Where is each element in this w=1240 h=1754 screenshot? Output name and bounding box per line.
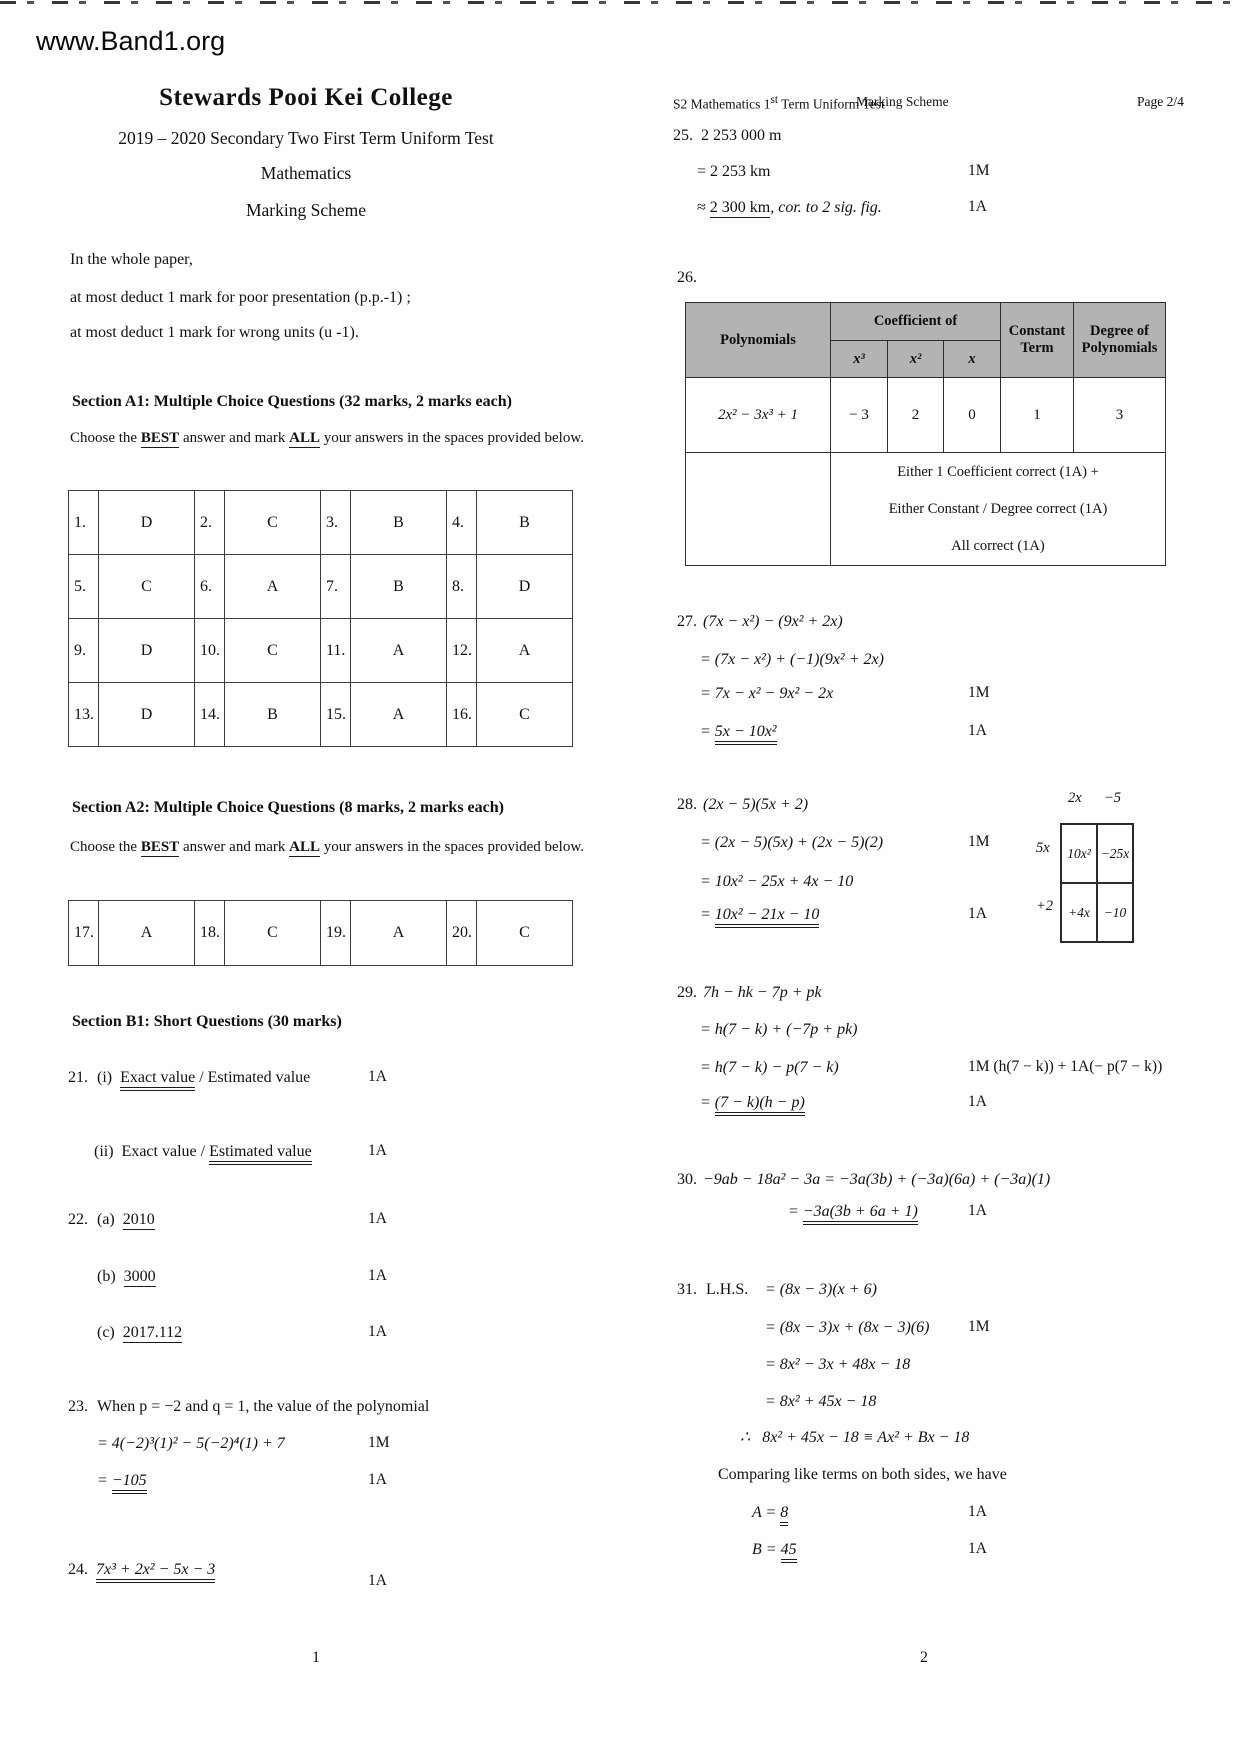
q21-part-i	[97, 1068, 310, 1087]
q22-part-c	[97, 1323, 182, 1342]
mc-cell-number: 16.	[447, 683, 477, 747]
q21-i-separator: /	[195, 1069, 208, 1086]
q30-line-2-mark: 1A	[968, 1202, 987, 1219]
instr-best: BEST	[140, 839, 180, 855]
mc-cell-answer: A	[99, 901, 195, 966]
q24-answer: 7x³ + 2x² − 5x − 3	[96, 1561, 215, 1583]
mc-cell-number: 4.	[447, 491, 477, 555]
q23-line-3-mark: 1A	[368, 1471, 387, 1488]
q28-line-3: = 10x² − 25x + 4x − 10	[700, 873, 854, 890]
mc-cell-number: 9.	[69, 619, 99, 683]
mc-cell-answer: C	[225, 491, 321, 555]
q22-a-mark: 1A	[368, 1210, 387, 1227]
q28-working-grid	[1060, 823, 1134, 943]
q31-line-5	[740, 1428, 969, 1447]
q26-constant-value: 1	[1001, 378, 1074, 453]
q21-i-alternative: Estimated value	[207, 1069, 311, 1086]
q22-b-value: 3000	[123, 1268, 156, 1285]
q30-label: 30.	[677, 1171, 697, 1188]
q29-label: 29.	[677, 984, 697, 1001]
q21-label: 21.	[68, 1069, 88, 1086]
q31-line-6: Comparing like terms on both sides, we have	[718, 1466, 1007, 1483]
q25-answer: 2 300 km	[709, 199, 771, 216]
q31-b-equals: B =	[752, 1541, 781, 1558]
mc-cell-number: 13.	[69, 683, 99, 747]
instr-best: BEST	[140, 430, 180, 446]
instr-pre: Choose the	[70, 430, 141, 446]
q22-c-label: (c)	[97, 1324, 115, 1341]
q28-line-4	[700, 905, 819, 924]
mc-cell-number: 15.	[321, 683, 351, 747]
instr-pre: Choose the	[70, 839, 141, 855]
mc-cell-answer: A	[225, 555, 321, 619]
q29-line-4	[700, 1093, 805, 1112]
q26-coeff-x: 0	[944, 378, 1001, 453]
mc-cell-answer: B	[351, 491, 447, 555]
mc-cell-number: 2.	[195, 491, 225, 555]
q31-label: 31.	[677, 1281, 697, 1298]
q23-label: 23.	[68, 1398, 88, 1415]
q26-label: 26.	[677, 269, 697, 286]
q31-line-2-mark: 1M	[968, 1318, 990, 1335]
mc-instruction-a2	[70, 838, 584, 856]
q22-c-value: 2017.112	[122, 1324, 183, 1341]
running-header-test-name	[673, 94, 885, 113]
section-a2-heading: Section A2: Multiple Choice Questions (8 marks, 2 marks each)	[72, 799, 504, 816]
mc-cell-number: 8.	[447, 555, 477, 619]
q21-ii-alternative: Exact value	[121, 1143, 197, 1160]
q25-line-2: = 2 253 km	[697, 163, 771, 180]
q31-line-3: = 8x² − 3x + 48x − 18	[765, 1356, 911, 1373]
mc-cell-answer: A	[477, 619, 573, 683]
instr-all: ALL	[289, 839, 320, 855]
scan-artifact-line	[0, 1, 1240, 4]
mc-cell-number: 18.	[195, 901, 225, 966]
q23-answer: −105	[112, 1472, 147, 1494]
instr-post: your answers in the spaces provided below.	[320, 839, 584, 855]
mc-cell-answer: B	[477, 491, 573, 555]
q22-label: 22.	[68, 1211, 88, 1228]
instr-post: your answers in the spaces provided below.	[320, 430, 584, 446]
q29-equals: =	[700, 1094, 715, 1111]
q26-header-coefficient-of: Coefficient of	[831, 303, 1001, 341]
instr-mid: answer and mark	[179, 839, 290, 855]
q31-line-8-mark: 1A	[968, 1540, 987, 1557]
q25-line-1: 2 253 000 m	[701, 127, 782, 144]
q23-line-2: = 4(−2)³(1)² − 5(−2)⁴(1) + 7	[97, 1435, 285, 1452]
q23-equals: =	[97, 1472, 112, 1489]
q26-header-degree: Degree of Polynomials	[1074, 303, 1166, 378]
q28-line-1: (2x − 5)(5x + 2)	[703, 796, 809, 813]
mc-cell-answer: C	[477, 683, 573, 747]
mc-cell-answer: B	[351, 555, 447, 619]
q28-label: 28.	[677, 796, 697, 813]
q22-part-a	[97, 1210, 155, 1229]
q26-degree-value: 3	[1074, 378, 1166, 453]
q21-ii-separator: /	[196, 1143, 210, 1160]
q28-grid-left-label-1: 5x	[1036, 840, 1050, 856]
mc-cell-answer: D	[99, 683, 195, 747]
q30-answer: −3a(3b + 6a + 1)	[803, 1203, 918, 1225]
q26-header-polynomials: Polynomials	[686, 303, 831, 378]
mc-cell-number: 12.	[447, 619, 477, 683]
q28-answer: 10x² − 21x − 10	[715, 906, 820, 928]
q29-line-2: = h(7 − k) + (−7p + pk)	[700, 1021, 858, 1038]
q30-equals: =	[788, 1203, 803, 1220]
q27-line-4-mark: 1A	[968, 722, 987, 739]
mc-cell-number: 14.	[195, 683, 225, 747]
q31-line-4: = 8x² + 45x − 18	[765, 1393, 877, 1410]
q28-line-2-mark: 1M	[968, 833, 990, 850]
q21-part-ii	[94, 1142, 312, 1161]
q31-line-8	[752, 1540, 797, 1559]
q27-line-3: = 7x − x² − 9x² − 2x	[700, 685, 834, 702]
q22-b-mark: 1A	[368, 1267, 387, 1284]
watermark: www.Band1.org	[36, 26, 226, 56]
note-poor-presentation: at most deduct 1 mark for poor presentation (p.p.-1) ;	[70, 289, 411, 306]
q29-line-1: 7h − hk − 7p + pk	[703, 984, 822, 1001]
mc-cell-number: 7.	[321, 555, 351, 619]
mc-cell-answer: D	[477, 555, 573, 619]
mc-cell-answer: B	[225, 683, 321, 747]
q26-header-x: x	[944, 341, 1001, 378]
q21-ii-answer: Estimated value	[209, 1143, 312, 1165]
q31-line-7	[752, 1503, 788, 1522]
q30-line-2	[788, 1202, 918, 1221]
mc-cell-answer: C	[225, 901, 321, 966]
mc-cell-answer: A	[351, 619, 447, 683]
page-1-number: 1	[312, 1649, 320, 1666]
subtitle-year-test: 2019 – 2020 Secondary Two First Term Uniform Test	[118, 128, 494, 148]
header-mid: Term Uniform Test	[778, 96, 885, 112]
q31-line-1: = (8x − 3)(x + 6)	[765, 1281, 877, 1298]
q27-line-3-mark: 1M	[968, 684, 990, 701]
q27-line-4	[700, 722, 777, 741]
q25-line-3	[697, 198, 882, 217]
subtitle-subject: Mathematics	[260, 163, 352, 183]
mc-cell-answer: D	[99, 491, 195, 555]
q22-b-label: (b)	[97, 1268, 116, 1285]
mc-cell-number: 3.	[321, 491, 351, 555]
q26-polynomial-value: 2x² − 3x³ + 1	[686, 378, 831, 453]
q22-c-mark: 1A	[368, 1323, 387, 1340]
q24-expression	[96, 1560, 215, 1579]
mc-cell-answer: A	[351, 683, 447, 747]
mc-cell-number: 20.	[447, 901, 477, 966]
mc-cell-number: 10.	[195, 619, 225, 683]
q26-footer-empty-cell	[686, 453, 831, 566]
q27-label: 27.	[677, 613, 697, 630]
page-indicator: Page 2/4	[1137, 94, 1184, 109]
q26-marking-note-3: All correct (1A)	[951, 537, 1045, 554]
q28-grid-top-label-1: 2x	[1068, 790, 1082, 806]
mc-cell-number: 19.	[321, 901, 351, 966]
q26-header-x2: x²	[888, 341, 944, 378]
q31-line-7-mark: 1A	[968, 1503, 987, 1520]
running-header-doc-type: Marking Scheme	[856, 94, 949, 109]
q28-grid-top-label-2: −5	[1104, 790, 1122, 806]
q30-line-1: −9ab − 18a² − 3a = −3a(3b) + (−3a)(6a) + (−3a)(1)	[703, 1171, 1051, 1188]
note-whole-paper: In the whole paper,	[70, 251, 193, 268]
q31-line-2: = (8x − 3)x + (8x − 3)(6)	[765, 1319, 930, 1336]
q31-lhs-label: L.H.S.	[706, 1281, 749, 1298]
section-a1-heading: Section A1: Multiple Choice Questions (32 marks, 2 marks each)	[72, 393, 512, 410]
mc-cell-answer: C	[225, 619, 321, 683]
q22-part-b	[97, 1267, 156, 1286]
q27-answer: 5x − 10x²	[715, 723, 777, 745]
mc-cell-number: 17.	[69, 901, 99, 966]
q21-i-label: (i)	[97, 1069, 113, 1086]
mc-cell-number: 11.	[321, 619, 351, 683]
q28-equals: =	[700, 906, 715, 923]
q26-coeff-x2: 2	[888, 378, 944, 453]
subtitle-doc-type: Marking Scheme	[245, 200, 367, 220]
college-title: Stewards Pooi Kei College	[159, 84, 453, 111]
q26-header-constant-term: Constant Term	[1001, 303, 1074, 378]
q22-a-value: 2010	[122, 1211, 155, 1228]
q28-line-2: = (2x − 5)(5x) + (2x − 5)(2)	[700, 834, 884, 851]
mc-instruction-a1	[70, 429, 584, 447]
q31-a-answer: 8	[780, 1504, 788, 1526]
q27-equals: =	[700, 723, 715, 740]
q21-i-mark: 1A	[368, 1068, 387, 1085]
mc-cell-answer: C	[99, 555, 195, 619]
q25-label: 25.	[673, 127, 693, 144]
q28-grid-cell-12: −25x	[1097, 824, 1133, 883]
q27-line-2: = (7x − x²) + (−1)(9x² + 2x)	[700, 651, 884, 668]
q25-line-3-mark: 1A	[968, 198, 987, 215]
section-b1-heading: Section B1: Short Questions (30 marks)	[72, 1013, 342, 1030]
q28-grid-cell-22: −10	[1097, 883, 1133, 942]
q23-line-3	[97, 1471, 147, 1490]
mc-cell-answer: A	[351, 901, 447, 966]
q23-line-1: When p = −2 and q = 1, the value of the polynomial	[97, 1398, 430, 1415]
q21-ii-label: (ii)	[94, 1143, 114, 1160]
q26-marking-notes	[831, 453, 1166, 566]
header-superscript: st	[770, 94, 779, 106]
q26-marking-note-2: Either Constant / Degree correct (1A)	[888, 500, 1108, 517]
mc-answer-table-a2	[68, 900, 573, 966]
q22-a-label: (a)	[97, 1211, 115, 1228]
q26-polynomials-table	[685, 302, 1166, 566]
q31-a-equals: A =	[752, 1504, 781, 1521]
q21-ii-mark: 1A	[368, 1142, 387, 1159]
header-pre: S2 Mathematics 1	[673, 96, 771, 112]
q29-line-3-mark: 1M (h(7 − k)) + 1A(− p(7 − k))	[968, 1058, 1163, 1075]
note-wrong-units: at most deduct 1 mark for wrong units (u -1).	[70, 324, 359, 341]
q26-marking-note-1: Either 1 Coefficient correct (1A) +	[897, 463, 1099, 480]
q28-grid-cell-11: 10x²	[1061, 824, 1097, 883]
q25-line-2-mark: 1M	[968, 162, 990, 179]
mc-cell-number: 1.	[69, 491, 99, 555]
mc-cell-number: 6.	[195, 555, 225, 619]
mc-cell-answer: C	[477, 901, 573, 966]
q25-correction-note: , cor. to 2 sig. fig.	[770, 199, 882, 216]
q29-line-3: = h(7 − k) − p(7 − k)	[700, 1059, 839, 1076]
q25-approx: ≈	[697, 199, 710, 216]
q27-line-1: (7x − x²) − (9x² + 2x)	[703, 613, 843, 630]
mc-answer-table-a1	[68, 490, 573, 747]
mc-cell-answer: D	[99, 619, 195, 683]
q21-i-answer: Exact value	[120, 1069, 195, 1091]
instr-all: ALL	[289, 430, 320, 446]
mc-cell-number: 5.	[69, 555, 99, 619]
q28-line-4-mark: 1A	[968, 905, 987, 922]
page-2-number: 2	[920, 1649, 928, 1666]
q23-line-2-mark: 1M	[368, 1434, 390, 1451]
q24-mark: 1A	[368, 1572, 387, 1589]
q26-coeff-x3: − 3	[831, 378, 888, 453]
q28-grid-left-label-2: +2	[1036, 898, 1054, 914]
q31-identity: 8x² + 45x − 18 ≡ Ax² + Bx − 18	[762, 1429, 970, 1446]
q29-answer: (7 − k)(h − p)	[715, 1094, 805, 1116]
q28-grid-cell-21: +4x	[1061, 883, 1097, 942]
q31-therefore-symbol: ∴	[740, 1429, 751, 1446]
q24-label: 24.	[68, 1561, 88, 1578]
q26-header-x3: x³	[831, 341, 888, 378]
q29-line-4-mark: 1A	[968, 1093, 987, 1110]
instr-mid: answer and mark	[179, 430, 290, 446]
q31-b-answer: 45	[781, 1541, 797, 1563]
